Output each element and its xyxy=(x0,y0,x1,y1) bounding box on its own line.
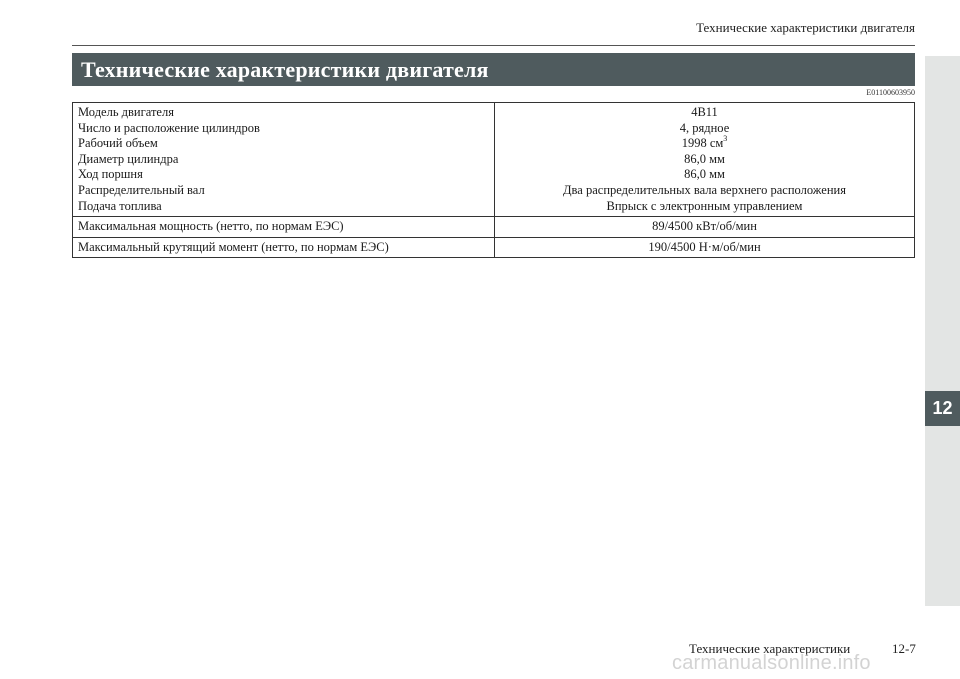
value-displacement xyxy=(500,136,909,152)
page-number: 12-7 xyxy=(892,641,916,656)
section-code: E01100603950 xyxy=(866,88,915,97)
label-max-power: Максимальная мощность (нетто, по нормам ЕЭС) xyxy=(73,217,495,238)
label-cylinders: Число и расположение цилиндров xyxy=(78,120,260,135)
label-max-torque: Максимальный крутящий момент (нетто, по нормам ЕЭС) xyxy=(73,237,495,258)
table-row xyxy=(73,103,915,217)
table-row xyxy=(73,237,915,258)
section-banner xyxy=(72,53,915,86)
value-camshaft: Два распределительных вала верхнего расположения xyxy=(563,182,846,197)
chapter-tab-12[interactable]: 12 xyxy=(925,391,960,426)
running-header-title: Технические характеристики двигателя xyxy=(696,20,915,35)
spec-values-cell xyxy=(495,103,915,217)
header-rule xyxy=(72,45,915,46)
label-stroke: Ход поршня xyxy=(78,167,143,182)
value-fuel-supply: Впрыск с электронным управлением xyxy=(606,198,803,213)
watermark: carmanualsonline.info xyxy=(672,652,871,674)
footer-section-name: Технические характеристики xyxy=(689,641,851,656)
chapter-tab-strip xyxy=(925,56,960,606)
table-row xyxy=(73,217,915,238)
value-displacement-exponent: 3 xyxy=(723,134,728,144)
label-bore: Диаметр цилиндра xyxy=(78,151,179,166)
value-max-torque: 190/4500 Н·м/об/мин xyxy=(495,237,915,258)
value-bore: 86,0 мм xyxy=(684,151,725,166)
label-fuel-supply: Подача топлива xyxy=(78,198,162,213)
label-displacement: Рабочий объем xyxy=(78,136,158,151)
value-displacement-text: 1998 см xyxy=(681,136,724,151)
spec-labels-cell xyxy=(73,103,495,217)
value-stroke: 86,0 мм xyxy=(684,167,725,182)
label-camshaft: Распределительный вал xyxy=(78,182,205,197)
engine-spec-table xyxy=(72,102,915,258)
value-cylinders: 4, рядное xyxy=(679,120,730,135)
value-max-power: 89/4500 кВт/об/мин xyxy=(495,217,915,238)
section-title: Технические характеристики двигателя xyxy=(81,56,489,82)
label-engine-model: Модель двигателя xyxy=(78,105,174,119)
value-engine-model: 4B11 xyxy=(691,105,718,119)
